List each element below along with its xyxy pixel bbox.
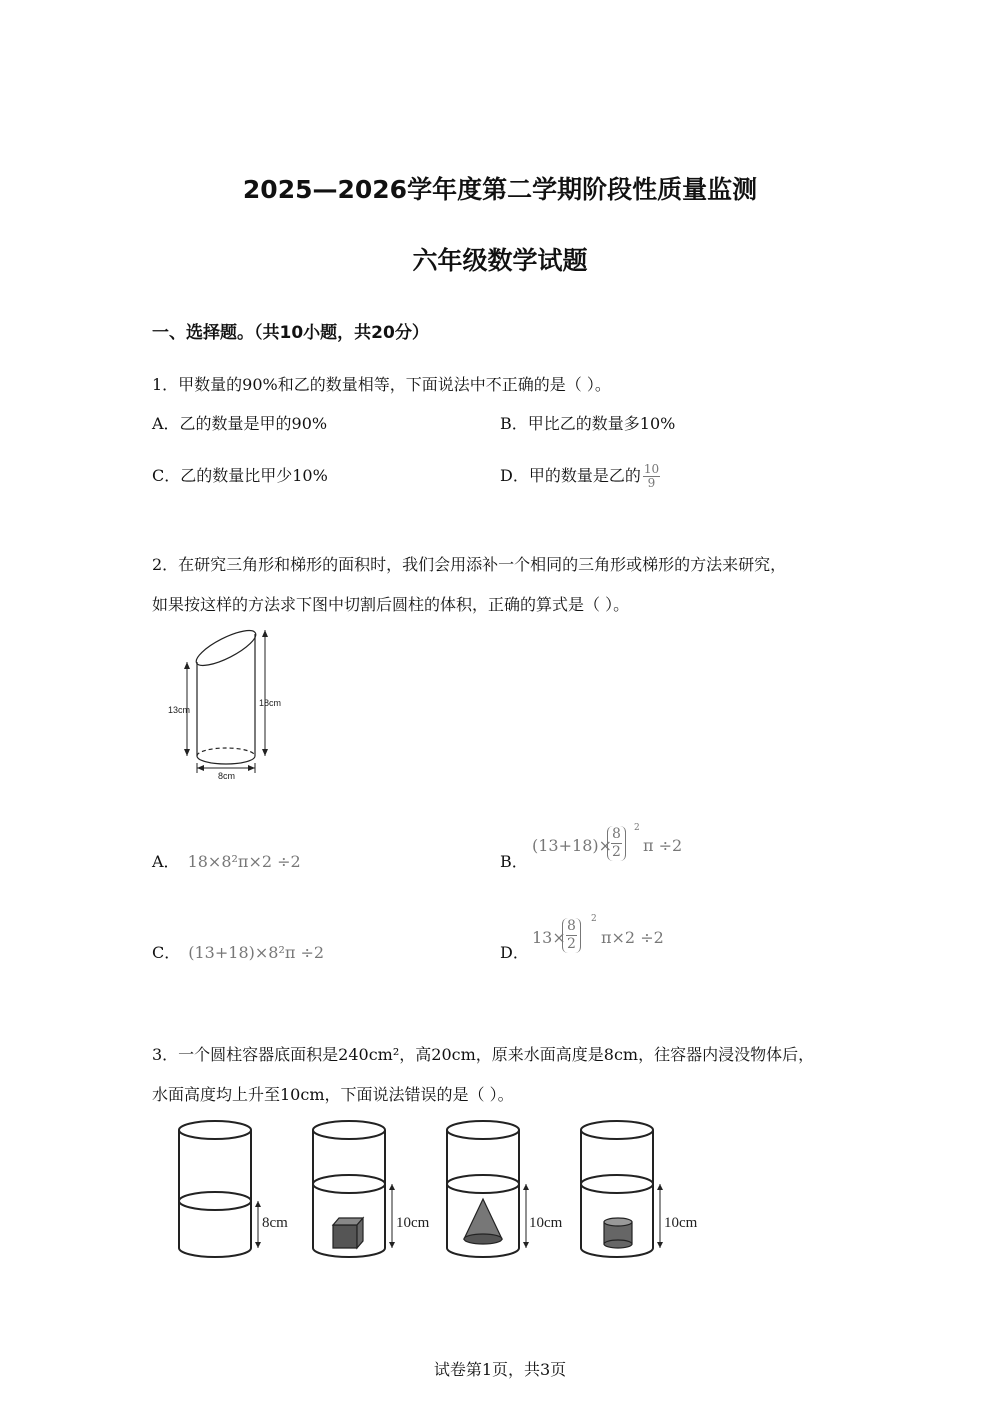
section-heading: 一、选择题。（共10小题，共20分） — [152, 323, 429, 343]
option-d-text: D．甲的数量是乙的 — [500, 466, 641, 485]
question-2-option-d — [500, 914, 664, 963]
option-a-label: A． — [152, 852, 180, 871]
container-1-label: 8cm — [262, 1215, 288, 1231]
option-c-label: C． — [152, 943, 181, 962]
fraction-denominator: 9 — [647, 476, 656, 490]
question-1-option-b: B．甲比乙的数量多10% — [500, 414, 676, 433]
question-1-stem: 1．甲数量的90%和乙的数量相等，下面说法中不正确的是（ ）。 — [152, 375, 611, 394]
question-2-option-c — [152, 940, 324, 963]
right-height-label: 18cm — [259, 698, 282, 708]
container-4-label: 10cm — [664, 1215, 698, 1231]
question-2-option-a — [152, 849, 301, 872]
fraction-numerator: 8 — [567, 918, 576, 934]
exam-subtitle: 六年级数学试题 — [412, 246, 588, 275]
question-1-option-c: C．乙的数量比甲少10% — [152, 466, 328, 485]
question-1-option-a: A．乙的数量是甲的90% — [152, 414, 328, 433]
question-2-stem-line2: 如果按这样的方法求下图中切割后圆柱的体积，正确的算式是（ ）。 — [152, 595, 630, 614]
option-d-formula-post: π×2 ÷2 — [601, 928, 664, 947]
option-b-label: B． — [500, 852, 528, 871]
option-c-formula: (13+18)×8²π ÷2 — [188, 943, 325, 962]
question-3-stem-line2: 水面高度均上升至10cm，下面说法错误的是（ ）。 — [152, 1085, 514, 1104]
fraction-numerator: 10 — [643, 462, 660, 476]
option-b-exponent: 2 — [634, 823, 640, 833]
question-2-option-b — [500, 823, 683, 872]
exam-title: 2025—2026学年度第二学期阶段性质量监测 — [242, 175, 758, 204]
option-d-fraction — [643, 463, 660, 490]
question-2-stem-line1: 2．在研究三角形和梯形的面积时，我们会用添补一个相同的三角形或梯形的方法来研究， — [152, 555, 787, 574]
left-height-label: 13cm — [168, 705, 191, 715]
container-2-label: 10cm — [396, 1215, 430, 1231]
fraction-denominator: 2 — [612, 844, 621, 860]
containers-figure — [170, 1112, 730, 1262]
container-3-label: 10cm — [529, 1215, 563, 1231]
fraction-denominator: 2 — [567, 936, 576, 952]
option-d-exponent: 2 — [591, 914, 597, 924]
question-1-option-d — [500, 449, 660, 490]
option-a-formula: 18×8²π×2 ÷2 — [187, 852, 301, 871]
option-b-fraction — [607, 826, 626, 861]
option-b-formula-pre: (13+18)× — [532, 836, 613, 855]
option-d-fraction — [562, 918, 581, 953]
cut-cylinder-figure — [160, 620, 300, 785]
diameter-label: 8cm — [218, 771, 236, 781]
option-b-formula-post: π ÷2 — [643, 836, 683, 855]
fraction-numerator: 8 — [612, 826, 621, 842]
question-3-stem-line1: 3．一个圆柱容器底面积是240cm²，高20cm，原来水面高度是8cm，往容器内浸没物体后， — [152, 1045, 815, 1064]
page-footer: 试卷第1页，共3页 — [433, 1360, 567, 1379]
option-d-formula-pre: 13× — [532, 928, 566, 947]
option-d-label: D． — [500, 943, 529, 962]
